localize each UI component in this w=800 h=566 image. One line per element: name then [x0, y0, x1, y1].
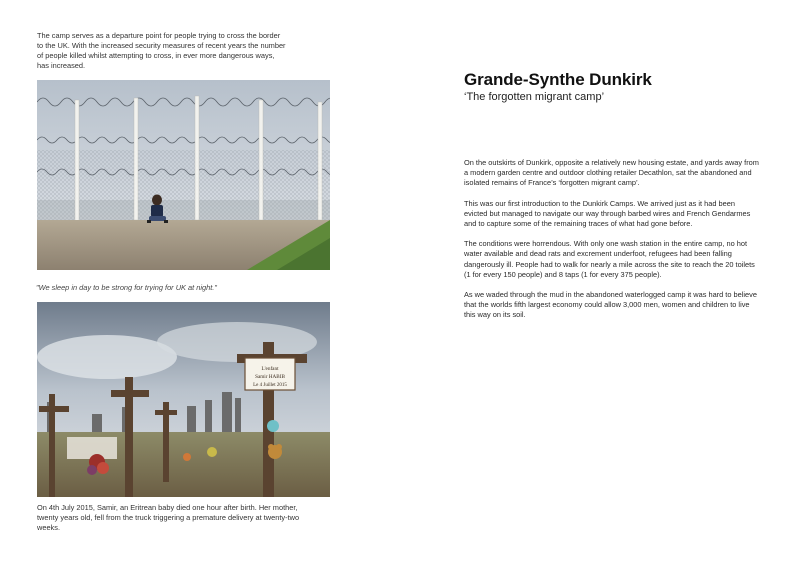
- paragraph: On the outskirts of Dunkirk, opposite a relatively new housing estate, and yards away from a modern garden centre and outdoor clothing retailer Decathlon, sat the abandoned and isolated remains of France’s ‘forgotten migrant camp’.: [464, 158, 759, 188]
- paragraph: This was our first introduction to the Dunkirk Camps. We arrived just as it had been evicted but managed to navigate our way through barbed wires and French Gendarmes and to capture some of the remaining traces of what had gone before.: [464, 198, 751, 229]
- paragraph: As we waded through the mud in the abandoned waterlogged camp it was hard to believe that the worlds fifth largest economy could allow 3,000 men, women and children to live this way on its soil.: [464, 290, 757, 320]
- page-title: Grande-Synthe Dunkirk: [464, 70, 652, 89]
- grave-plaque-line3: Le 4 Juillet 2015: [253, 383, 287, 388]
- photo-fence-barbed-wire: [37, 80, 330, 270]
- photo-quote: "We sleep in day to be strong for trying for UK at night.": [36, 283, 217, 292]
- grave-plaque-line1: L'enfant: [261, 366, 279, 372]
- paragraph: The conditions were horrendous. With only one wash station in the entire camp, no hot water available and dead rats and excrement underfoot, refugees had been falling dangerously ill. People had to walk for nearly a mile across the site to reach the 20 toilets (1 for every 150 people) and 8 taps (1 for every 375 people).: [464, 239, 755, 279]
- page-subtitle: ‘The forgotten migrant camp’: [464, 91, 605, 103]
- photo-cemetery-grave: [37, 302, 330, 497]
- article-body: [464, 158, 760, 331]
- caption-top: The camp serves as a departure point for people trying to cross the border to the UK. With the increased security measures of recent years the number of people killed whilst attempting to cross, in ever more dangerous ways, has increased.: [37, 31, 286, 70]
- grave-plaque-line2: Samir HABIB: [255, 374, 285, 380]
- caption-bottom: On 4th July 2015, Samir, an Eritrean baby died one hour after birth. Her mother, twenty years old, fell from the truck triggering a premature delivery at twenty-two weeks.: [37, 503, 300, 532]
